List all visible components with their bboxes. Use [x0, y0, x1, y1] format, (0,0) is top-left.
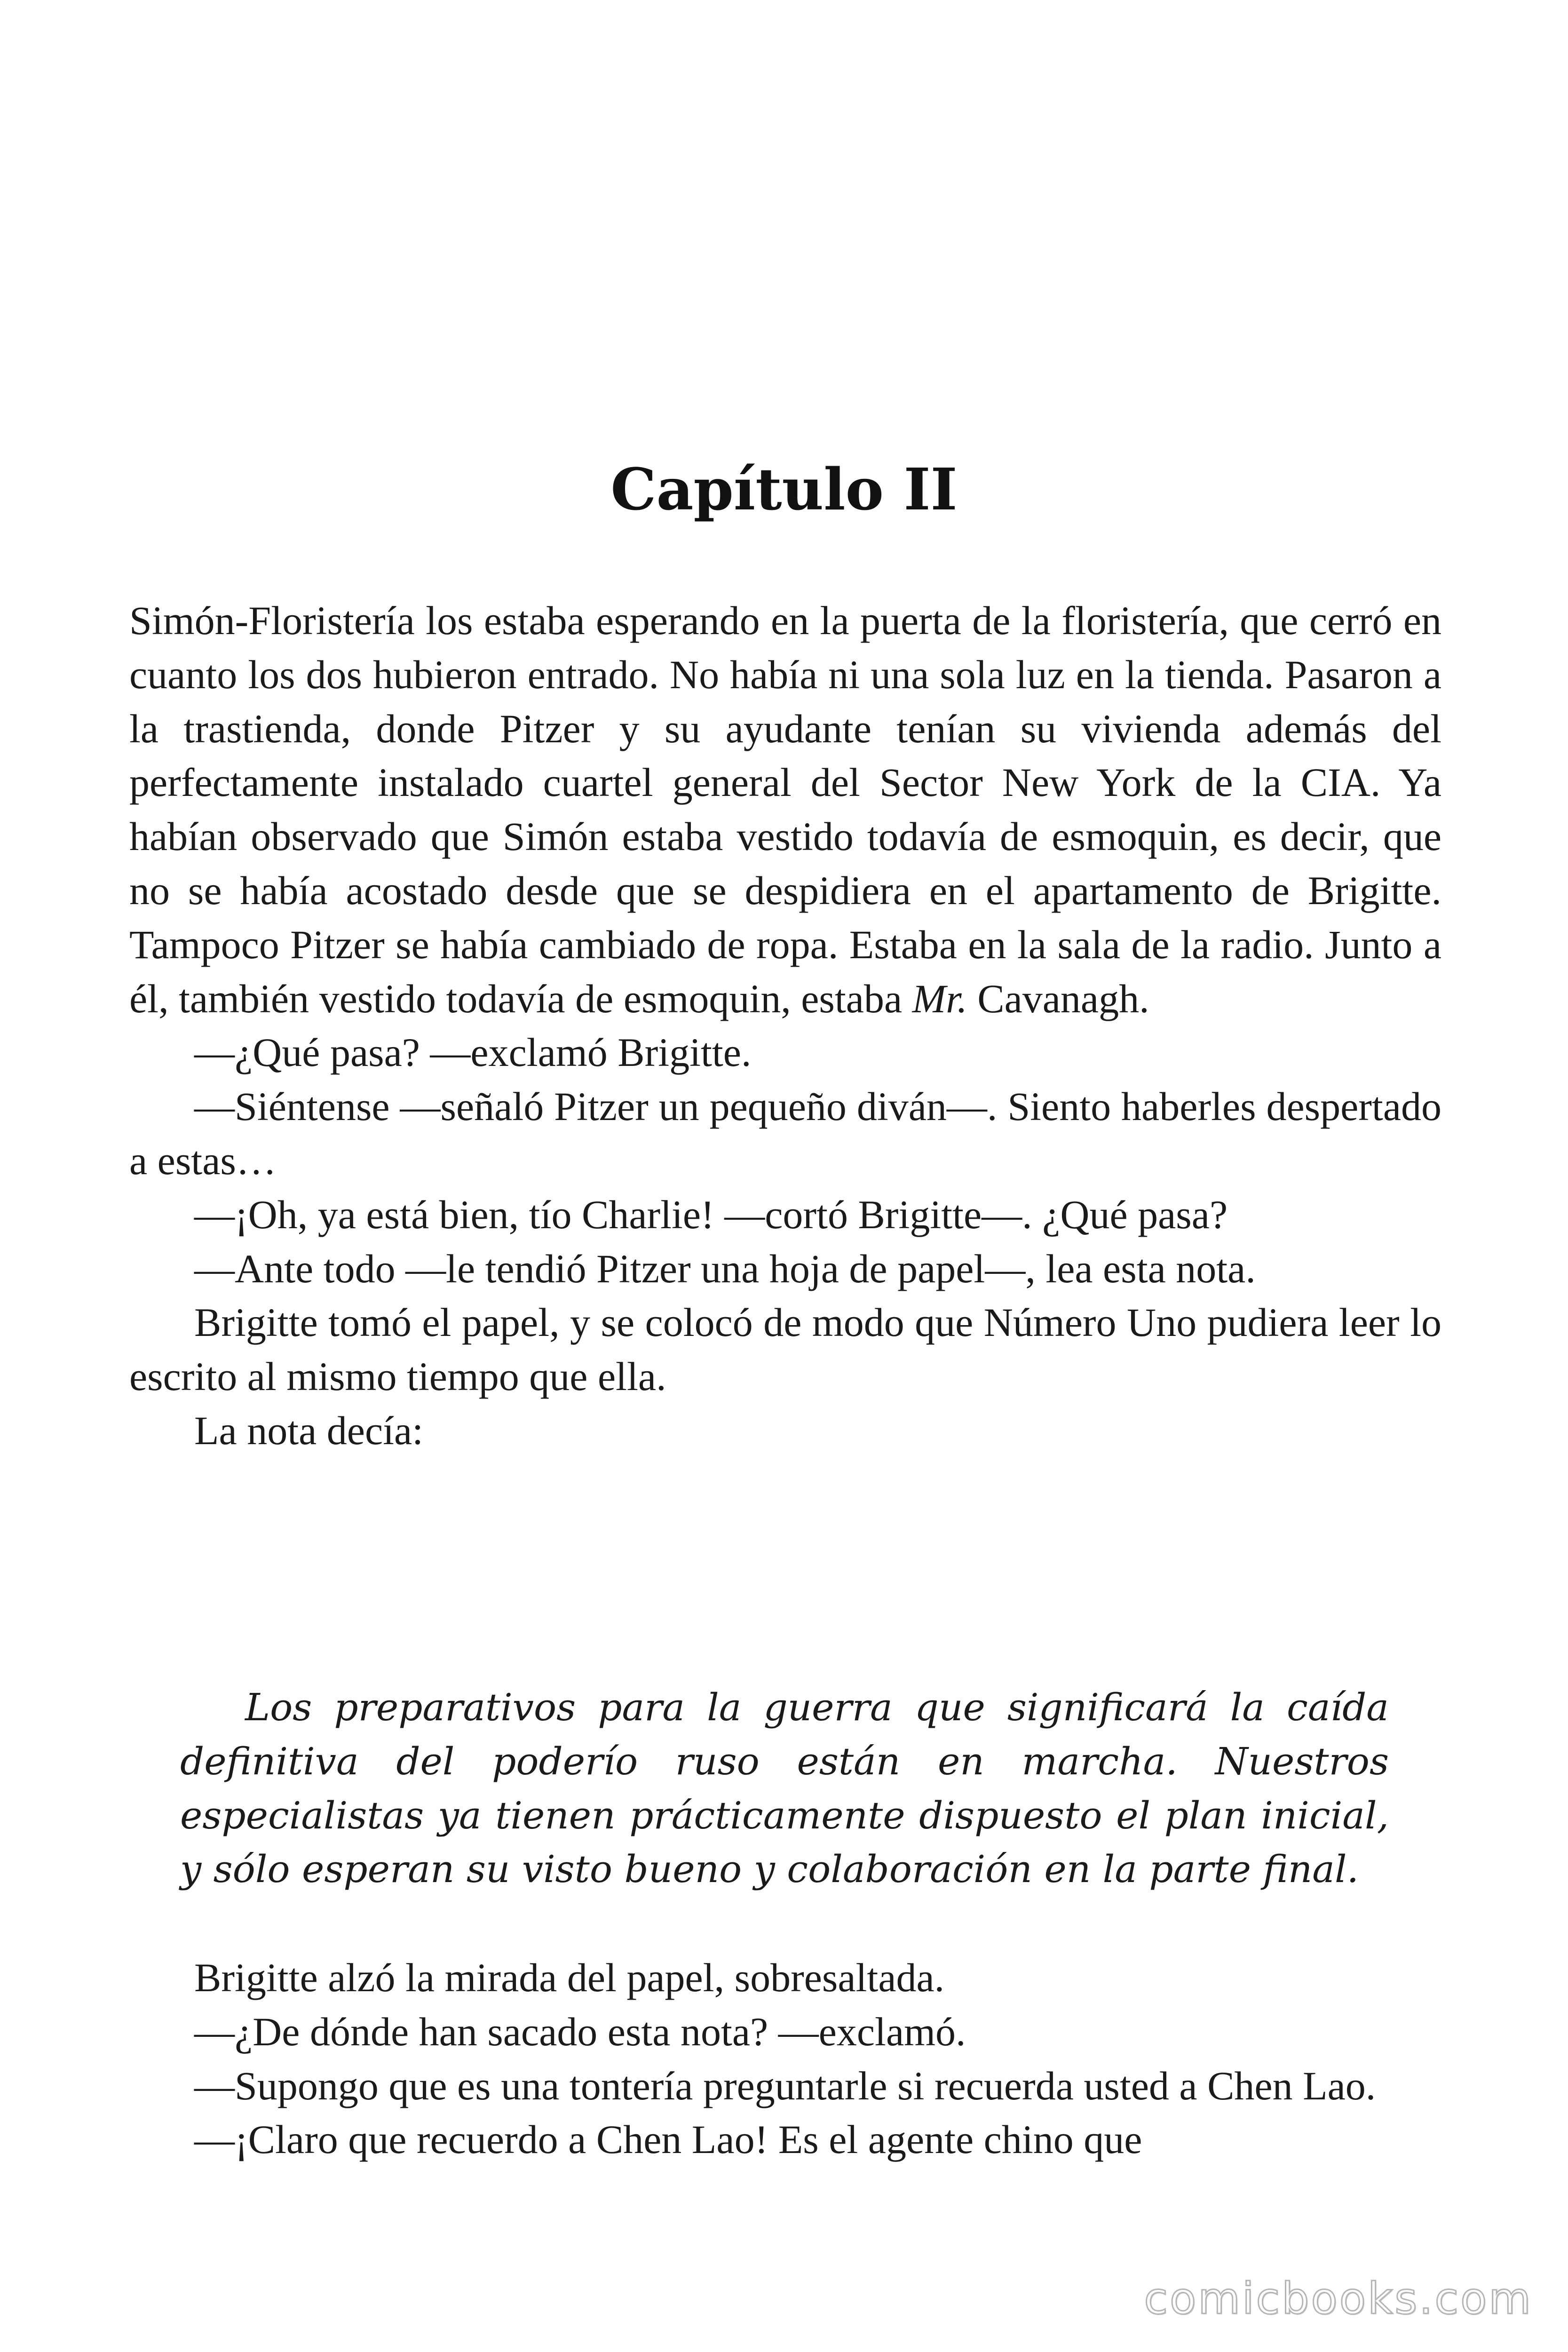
paragraph-opening-text: Simón-Floristería los estaba esperando en la puerta de la floristería, que cerró en cuanto los dos hubieron entrado. No había ni una sola luz en la tienda. Pasaron a la trastienda, donde Pitzer y su ayudante tenían su vivienda además del perfectamente instalado cuartel general del Sector New York de la CIA. Ya habían observado que Simón estaba vestido todavía de esmoquin, es decir, que no se había acostado desde que se despidiera en el apartamento de Brigitte. Tampoco Pitzer se había cambiado de ropa. Estaba en la sala de la radio. Junto a él, también vestido todavía de esmoquin, estaba [129, 598, 1441, 1021]
body-text-part1 [129, 594, 1441, 1458]
dialogue-line: —Supongo que es una tontería preguntarle si recuerda usted a Chen Lao. [194, 2063, 1376, 2108]
paragraph: Brigitte tomó el papel, y se colocó de modo que Número Uno pudiera leer lo escrito al mismo tiempo que ella. [129, 1300, 1441, 1399]
dialogue-line: —¿De dónde han sacado esta nota? —exclamó. [194, 2009, 966, 2054]
paragraph: Brigitte alzó la mirada del papel, sobresaltada. [194, 1955, 945, 2000]
dialogue-line: —Siéntense —señaló Pitzer un pequeño diván—. Siento haberles despertado a estas… [129, 1084, 1441, 1183]
paragraph: La nota decía: [194, 1407, 424, 1453]
paragraph-opening [129, 594, 1441, 1025]
paragraph-opening-tail: Cavanagh. [967, 976, 1149, 1021]
watermark-logo: comicbooks.com [1144, 2273, 1533, 2324]
dialogue-line: —¿Qué pasa? —exclamó Brigitte. [194, 1030, 752, 1075]
body-text-part2 [129, 1951, 1441, 2167]
dialogue-line: —Ante todo —le tendió Pitzer una hoja de papel—, lea esta nota. [194, 1246, 1256, 1291]
dialogue-line: —¡Oh, ya está bien, tío Charlie! —cortó Brigitte—. ¿Qué pasa? [194, 1192, 1228, 1237]
quoted-note: Los preparativos para la guerra que significará la caída definitiva del poderío ruso están en marcha. Nuestros especialistas ya tienen prácticamente dispuesto el plan inicial, y sólo esperan su visto bueno y colaboración en la parte final. [180, 1685, 1389, 1891]
paragraph-opening-italic: Mr. [912, 976, 967, 1021]
chapter-title: Capítulo II [610, 455, 958, 523]
dialogue-line: —¡Claro que recuerdo a Chen Lao! Es el agente chino que [194, 2117, 1142, 2162]
